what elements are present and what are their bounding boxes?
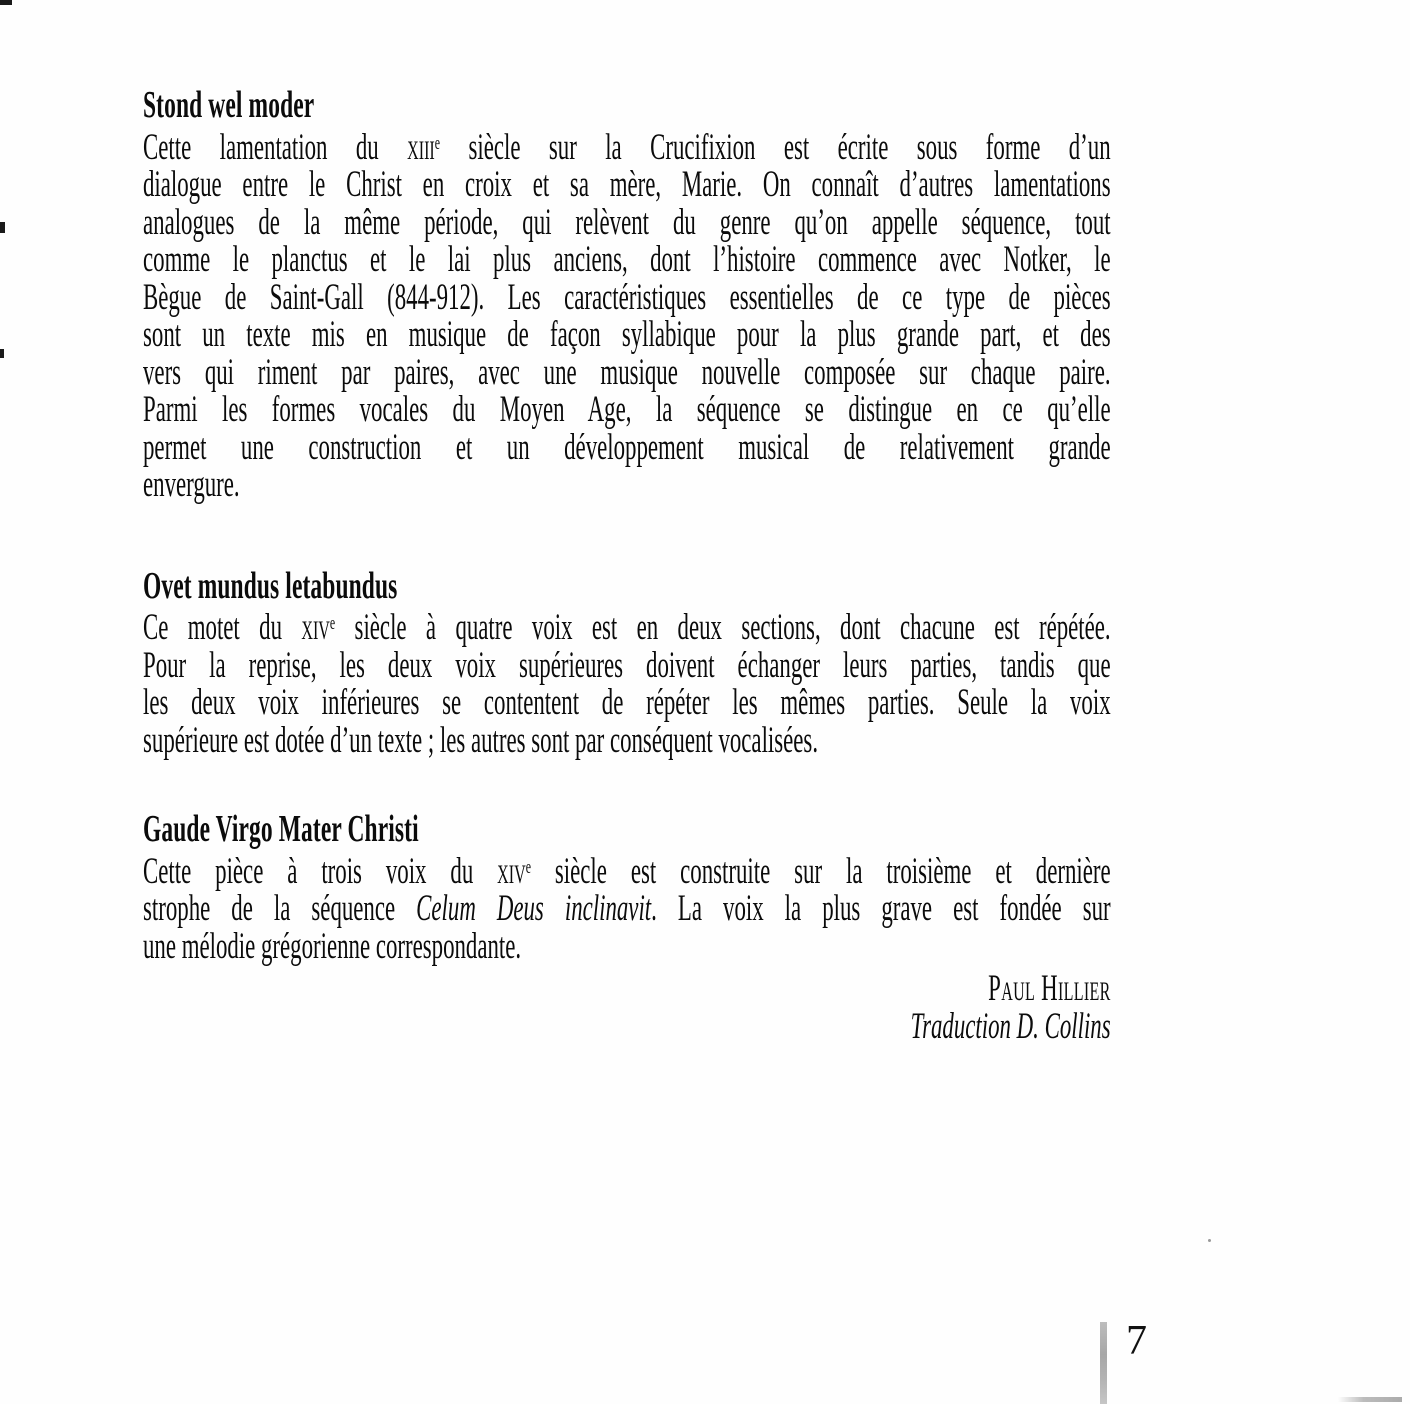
signature-block [143, 970, 1111, 1045]
sections-container [143, 84, 1111, 967]
text-run: supérieure est dotée d’un texte ; les autres sont par conséquent vocalisées. [143, 719, 819, 761]
scan-artifact-dot [1208, 1239, 1211, 1242]
text-line [143, 644, 1111, 686]
text-line [143, 719, 1111, 761]
roman-numeral-smallcaps: xiii [407, 126, 435, 168]
text-run: comme le planctus et le lai plus anciens, dont l’histoire commence avec Notker, le [143, 239, 1111, 280]
signature-author: Paul Hillier [988, 968, 1111, 1009]
text-run: les deux voix inférieures se contentent de répéter les mêmes parties. Seule la voix [143, 682, 1111, 723]
section [143, 808, 1111, 967]
text-column [143, 84, 1111, 1047]
text-line [143, 316, 1111, 354]
text-run: strophe de la séquence [143, 888, 417, 929]
text-run: Cette pièce à trois voix du [143, 850, 498, 892]
text-line [143, 125, 1111, 167]
scan-artifact-bottom-smudge [1338, 1397, 1402, 1402]
scan-artifact-left-mark-2 [0, 349, 4, 358]
scan-artifact-left-mark-1 [0, 222, 5, 233]
section-heading: Gaude Virgo Mater Christi [143, 808, 419, 850]
text-line [143, 890, 1111, 928]
text-line [143, 605, 1111, 647]
text-line [143, 351, 1111, 393]
text-line [143, 276, 1111, 318]
section-heading: Stond wel moder [143, 84, 315, 126]
text-line [143, 241, 1111, 279]
text-run: siècle est construite sur la troisième et dernière [530, 850, 1111, 892]
text-run: sont un texte mis en musique de façon syllabique pour la plus grande part, et des [143, 314, 1111, 355]
text-run: Bègue de Saint-Gall (844-912). Les caractéristiques essentielles de ce type de pièces [143, 276, 1111, 318]
text-run: Ce motet du [143, 607, 302, 648]
ordinal-superscript: e [434, 132, 441, 154]
text-line [143, 925, 1111, 967]
text-run: . La voix la plus grave est fondée sur [651, 888, 1111, 929]
text-run: Pour la reprise, les deux voix supérieures doivent échanger leurs parties, tandis que [143, 644, 1111, 686]
page-fold-bar [1100, 1322, 1107, 1404]
section-heading: Ovet mundus letabundus [143, 564, 398, 607]
section [143, 84, 1111, 505]
page-number: 7 [1126, 1318, 1147, 1364]
text-run: dialogue entre le Christ en croix et sa mère, Marie. On connaît d’autres lamentations [143, 164, 1111, 205]
text-run: une mélodie grégorienne correspondante. [143, 925, 522, 967]
ordinal-superscript: e [329, 613, 336, 634]
text-run: siècle sur la Crucifixion est écrite sous forme d’un [440, 126, 1111, 168]
text-line [143, 391, 1111, 429]
signature-translation: Traduction D. Collins [910, 1005, 1111, 1047]
text-run: vers qui riment par paires, avec une musique nouvelle composée sur chaque paire. [143, 351, 1111, 393]
roman-numeral-smallcaps: xiv [497, 850, 526, 892]
roman-numeral-smallcaps: xiv [301, 607, 330, 648]
text-line [143, 684, 1111, 722]
text-line [143, 166, 1111, 204]
text-run: siècle à quatre voix est en deux sections, dont chacune est répétée. [335, 607, 1111, 648]
text-run: analogues de la même période, qui relèvent du genre qu’on appelle séquence, tout [143, 201, 1111, 243]
text-run: Parmi les formes vocales du Moyen Age, la séquence se distingue en ce qu’elle [143, 389, 1111, 430]
text-run: Cette lamentation du [143, 126, 408, 168]
italic-work-title: Celum Deus inclinavit [416, 888, 652, 929]
text-line [143, 849, 1111, 891]
text-line [143, 426, 1111, 468]
text-line [143, 201, 1111, 243]
text-line [143, 466, 1111, 504]
section [143, 564, 1111, 761]
scan-artifact-corner [0, 0, 12, 5]
text-run: envergure. [143, 464, 240, 505]
text-run: permet une construction et un développement musical de relativement grande [143, 426, 1111, 468]
ordinal-superscript: e [525, 856, 531, 878]
